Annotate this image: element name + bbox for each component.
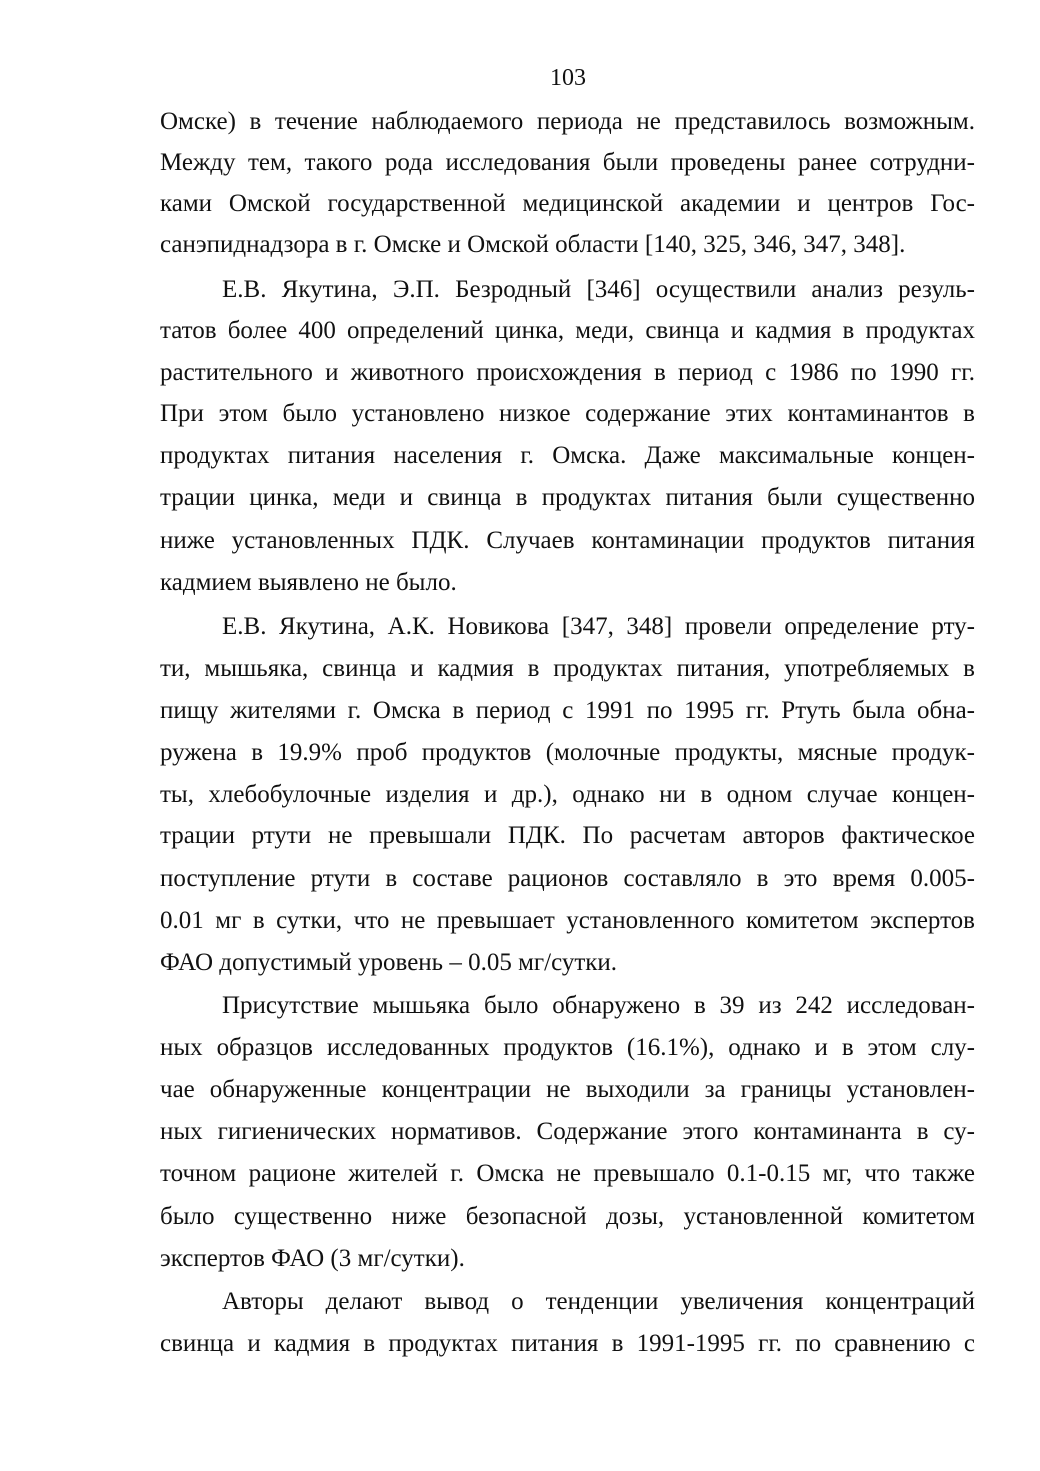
text-line: ных гигиенических нормативов. Содержание этого контаминанта в су-: [160, 1118, 975, 1145]
text-line: При этом было установлено низкое содержание этих контаминантов в: [160, 400, 975, 427]
text-line: ФАО допустимый уровень – 0.05 мг/сутки.: [160, 949, 618, 976]
text-line: было существенно ниже безопасной дозы, установленной комитетом: [160, 1203, 975, 1230]
text-line: свинца и кадмия в продуктах питания в 1991-1995 гг. по сравнению с: [160, 1330, 975, 1357]
text-line: ниже установленных ПДК. Случаев контаминации продуктов питания: [160, 527, 975, 554]
text-line: санэпиднадзора в г. Омске и Омской области [140, 325, 346, 347, 348].: [160, 231, 906, 258]
text-line: растительного и животного происхождения в период с 1986 по 1990 гг.: [160, 359, 975, 386]
text-line: 0.01 мг в сутки, что не превышает установленного комитетом экспертов: [160, 907, 975, 934]
text-line: ти, мышьяка, свинца и кадмия в продуктах питания, употребляемых в: [160, 655, 975, 682]
text-line: ками Омской государственной медицинской академии и центров Гос-: [160, 190, 975, 217]
text-line: поступление ртути в составе рационов составляло в это время 0.005-: [160, 865, 975, 892]
text-line: продуктах питания населения г. Омска. Даже максимальные концен-: [160, 442, 975, 469]
text-line: ты, хлебобулочные изделия и др.), однако ни в одном случае концен-: [160, 781, 975, 808]
text-line: татов более 400 определений цинка, меди, свинца и кадмия в продуктах: [160, 317, 975, 344]
text-line: Омске) в течение наблюдаемого периода не представилось возможным.: [160, 108, 975, 135]
text-line: кадмием выявлено не было.: [160, 569, 457, 596]
text-line: Е.В. Якутина, Э.П. Безродный [346] осуществили анализ резуль-: [222, 276, 975, 303]
text-line: пищу жителями г. Омска в период с 1991 по 1995 гг. Ртуть была обна-: [160, 697, 975, 724]
text-line: экспертов ФАО (3 мг/сутки).: [160, 1245, 465, 1272]
text-line: ружена в 19.9% проб продуктов (молочные продукты, мясные продук-: [160, 739, 975, 766]
page-number: 103: [550, 65, 586, 91]
text-line: трации цинка, меди и свинца в продуктах питания были существенно: [160, 484, 975, 511]
text-line: чае обнаруженные концентрации не выходили за границы установлен-: [160, 1076, 975, 1103]
text-line: ных образцов исследованных продуктов (16.1%), однако и в этом слу-: [160, 1034, 975, 1061]
text-line: Е.В. Якутина, А.К. Новикова [347, 348] провели определение рту-: [222, 613, 975, 640]
text-line: точном рационе жителей г. Омска не превышало 0.1-0.15 мг, что также: [160, 1160, 975, 1187]
text-line: Присутствие мышьяка было обнаружено в 39 из 242 исследован-: [222, 992, 975, 1019]
text-line: трации ртути не превышали ПДК. По расчетам авторов фактическое: [160, 822, 975, 849]
text-line: Между тем, такого рода исследования были проведены ранее сотрудни-: [160, 149, 975, 176]
text-line: Авторы делают вывод о тенденции увеличения концентраций: [222, 1288, 975, 1315]
